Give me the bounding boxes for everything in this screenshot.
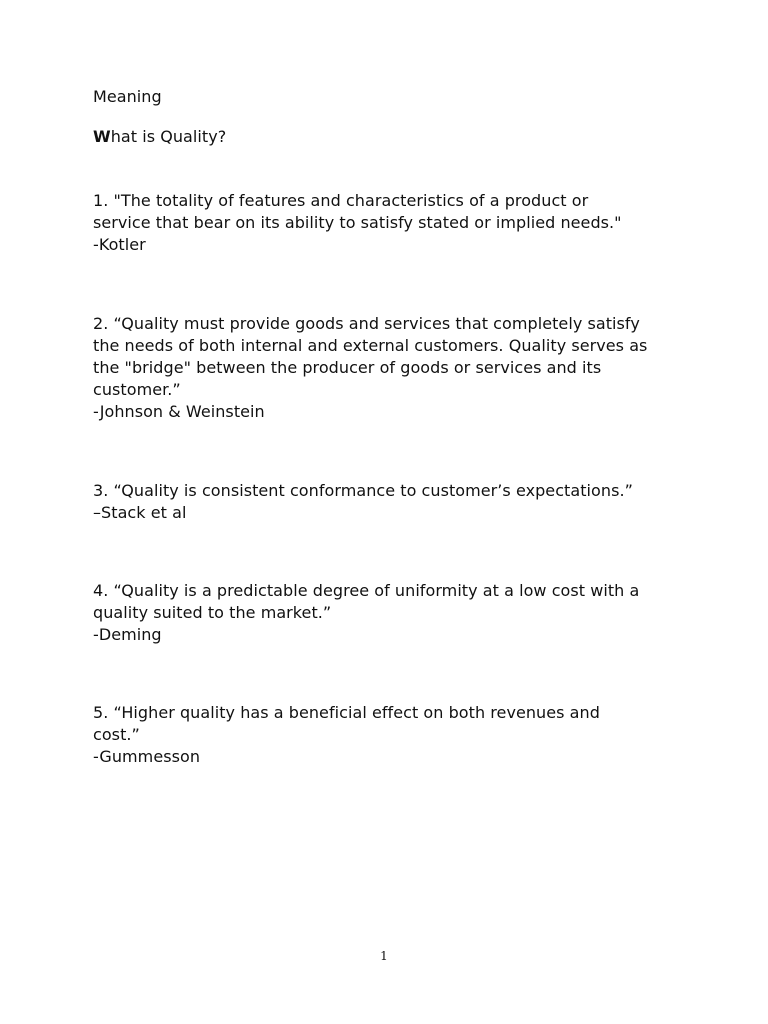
definition-line: quality suited to the market.” [93,603,332,622]
definition-line: 5. “Higher quality has a beneficial effect on both revenues and [93,703,600,722]
definition-line: the needs of both internal and external customers. Quality serves as [93,336,648,355]
definition-line: 2. “Quality must provide goods and services that completely satisfy [93,314,640,333]
definition-author: -Deming [93,625,162,644]
page-number: 1 [380,949,388,963]
definition-line: customer.” [93,380,181,399]
definition-line: the "bridge" between the producer of goods or services and its [93,358,602,377]
definition-line: cost.” [93,725,140,744]
section-heading [93,86,693,108]
question-first-letter: W [93,127,111,146]
definition-line: service that bear on its ability to satisfy stated or implied needs." [93,213,622,232]
definition-author: –Stack et al [93,503,187,522]
question-heading [93,126,693,148]
definition-author: -Kotler [93,235,146,254]
question-text [93,126,693,148]
definition-5 [93,702,693,768]
definition-3 [93,480,693,524]
definition-4 [93,580,693,646]
heading-text: Meaning [93,87,162,106]
question-rest: hat is Quality? [110,127,227,146]
definition-author: -Gummesson [93,747,201,766]
definition-2 [93,313,693,423]
definition-line: 3. “Quality is consistent conformance to customer’s expectations.” [93,481,633,500]
definition-line: 4. “Quality is a predictable degree of uniformity at a low cost with a [93,581,640,600]
definition-1 [93,190,693,256]
definition-line: 1. "The totality of features and characteristics of a product or [93,191,589,210]
definition-author: -Johnson & Weinstein [93,402,265,421]
